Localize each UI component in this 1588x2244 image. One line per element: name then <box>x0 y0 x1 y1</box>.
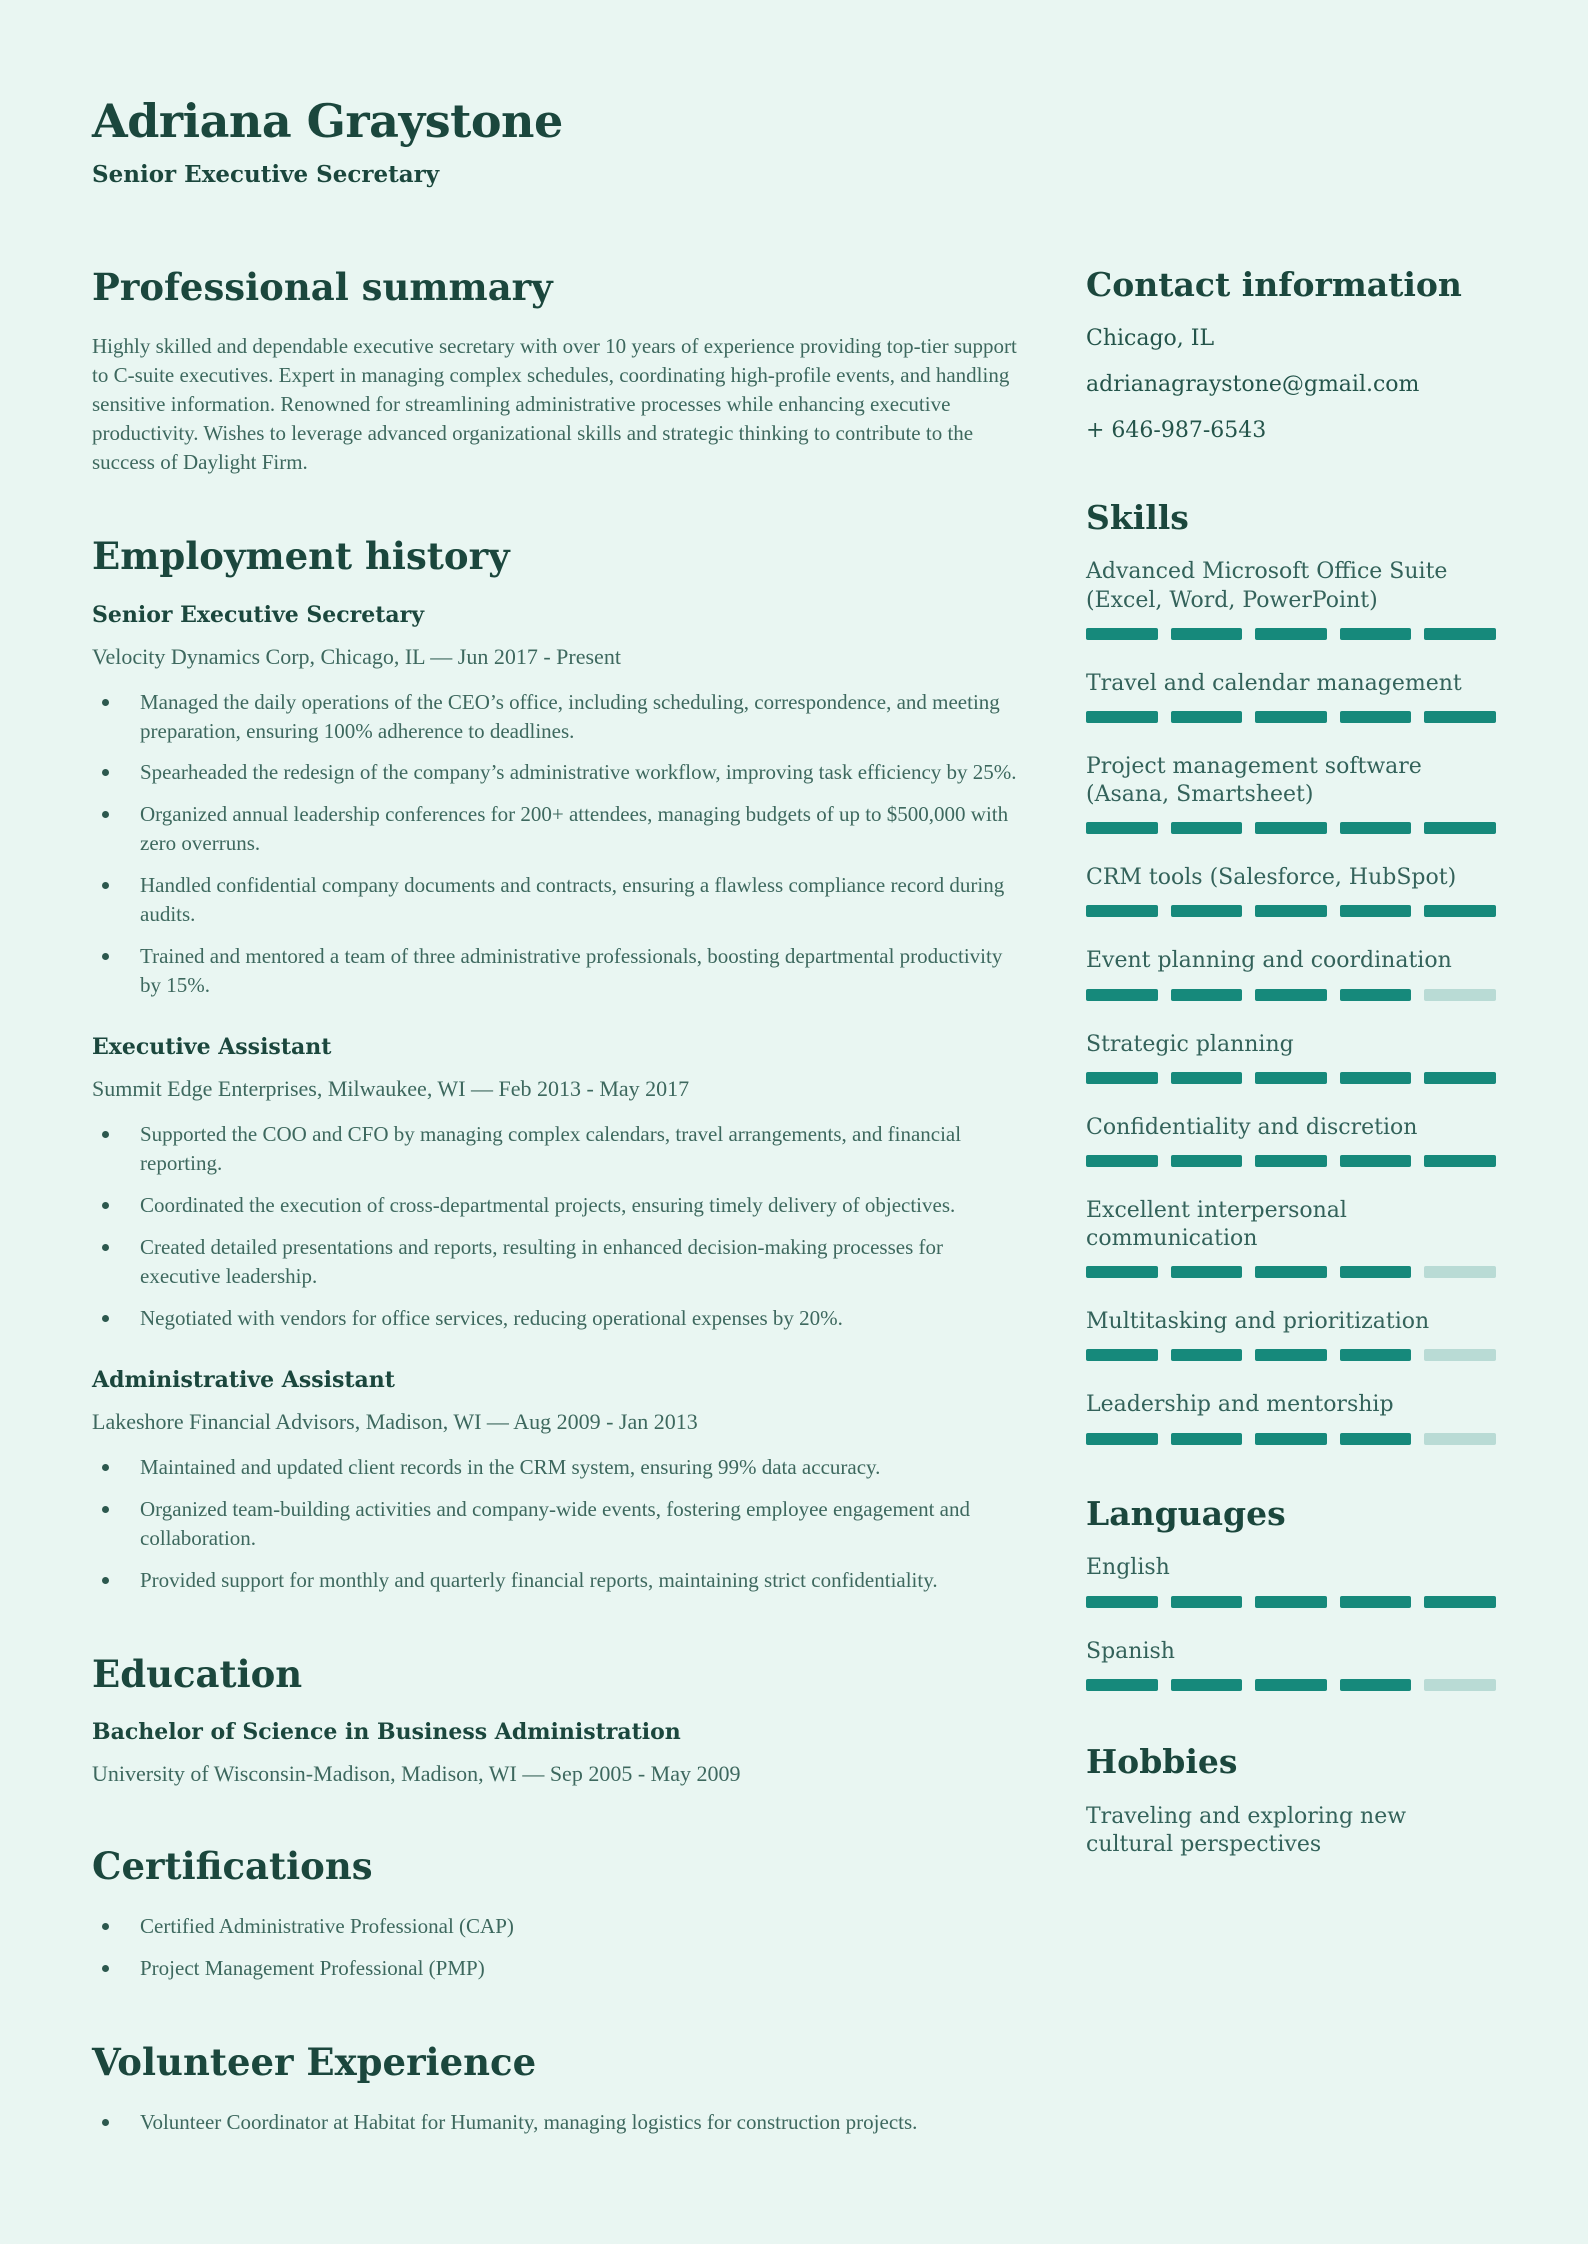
skill-item <box>1086 1554 1496 1607</box>
skill-bar-segment <box>1086 1433 1158 1445</box>
resume-header <box>92 96 1496 188</box>
skills-list <box>1086 558 1496 1444</box>
skill-label: Excellent interpersonal communication <box>1086 1197 1347 1252</box>
skill-bar <box>1086 1433 1496 1445</box>
skill-bar <box>1086 1349 1496 1361</box>
content-columns <box>92 266 1496 2195</box>
skill-bar-segment <box>1255 1349 1327 1361</box>
skill-bar-segment <box>1171 822 1243 834</box>
volunteer-list <box>92 2108 1022 2137</box>
skill-bar-segment <box>1255 1155 1327 1167</box>
job-meta: Lakeshore Financial Advisors, Madison, WI — Aug 2009 - Jan 2013 <box>92 1409 698 1435</box>
skill-bar-segment <box>1255 711 1327 723</box>
job-bullets <box>92 1453 1022 1595</box>
skill-bar <box>1086 711 1496 723</box>
bullet-item: Maintained and updated client records in the CRM system, ensuring 99% data accuracy. <box>92 1453 1022 1482</box>
skill-bar-segment <box>1171 1596 1243 1608</box>
skill-label: Confidentiality and discretion <box>1086 1114 1418 1140</box>
section-hobbies <box>1086 1743 1496 1860</box>
skill-bar-segment <box>1340 1072 1412 1084</box>
skill-bar-segment <box>1171 628 1243 640</box>
skill-bar <box>1086 989 1496 1001</box>
skill-label: Advanced Microsoft Office Suite (Excel, Word, PowerPoint) <box>1086 559 1448 613</box>
skill-bar-segment <box>1086 628 1158 640</box>
degree-meta: University of Wisconsin-Madison, Madison, WI — Sep 2005 - May 2009 <box>92 1761 741 1787</box>
skill-bar-segment <box>1086 1155 1158 1167</box>
section-employment-history <box>92 535 1022 1595</box>
skill-bar-segment <box>1171 1433 1243 1445</box>
skill-bar <box>1086 1266 1496 1278</box>
bullet-item: Supported the COO and CFO by managing complex calendars, travel arrangements, and financial reporting. <box>92 1120 1022 1178</box>
skill-bar-segment <box>1171 1072 1243 1084</box>
skill-bar-segment <box>1424 905 1496 917</box>
skill-bar-segment <box>1424 1155 1496 1167</box>
skill-item <box>1086 670 1496 723</box>
bullet-item: Volunteer Coordinator at Habitat for Humanity, managing logistics for construction projects. <box>92 2108 1022 2137</box>
skill-bar-segment <box>1086 822 1158 834</box>
skill-label: Travel and calendar management <box>1086 670 1462 696</box>
skill-bar-segment <box>1340 1596 1412 1608</box>
bullet-item: Project Management Professional (PMP) <box>92 1954 1022 1983</box>
skill-bar-segment <box>1086 905 1158 917</box>
skill-bar <box>1086 1679 1496 1691</box>
job-bullets <box>92 688 1022 1001</box>
skill-bar-segment <box>1340 1433 1412 1445</box>
skills-heading: Skills <box>1086 497 1189 537</box>
skill-bar-segment <box>1086 711 1158 723</box>
skill-bar-segment <box>1255 1072 1327 1084</box>
skill-bar-segment <box>1255 628 1327 640</box>
job-entry <box>92 1034 1022 1333</box>
skill-bar-segment <box>1340 905 1412 917</box>
bullet-item: Managed the daily operations of the CEO’s office, including scheduling, correspondence, and meeting preparation, ensuring 100% adherence to deadlines. <box>92 688 1022 746</box>
skill-bar-segment <box>1255 1596 1327 1608</box>
contact-email: adrianagraystone@gmail.com <box>1086 371 1420 397</box>
section-professional-summary <box>92 266 1022 477</box>
bullet-item: Handled confidential company documents and contracts, ensuring a flawless compliance record during audits. <box>92 871 1022 929</box>
skill-bar-segment <box>1086 1679 1158 1691</box>
skill-item <box>1086 1114 1496 1167</box>
skill-label: Multitasking and prioritization <box>1086 1309 1430 1335</box>
employment-heading: Employment history <box>92 533 510 578</box>
skill-bar-segment <box>1255 1266 1327 1278</box>
skill-bar-segment <box>1424 989 1496 1001</box>
jobs <box>92 602 1022 1595</box>
person-name: Adriana Graystone <box>92 94 563 148</box>
job-entry <box>92 602 1022 1001</box>
right-column <box>1086 266 1496 1860</box>
skill-label: English <box>1086 1555 1170 1581</box>
section-languages <box>1086 1495 1496 1691</box>
bullet-item: Spearheaded the redesign of the company’s administrative workflow, improving task efficiency by 25%. <box>92 758 1022 787</box>
education-heading: Education <box>92 1651 303 1696</box>
summary-text: Highly skilled and dependable executive secretary with over 10 years of experience providing top-tier support to C-suite executives. Expert in managing complex schedules, coordinating high-profile events, and handling sensitive information. Renowned for streamlining administrative processes while enhancing executive productivity. Wishes to leverage advanced organizational skills and strategic thinking to contribute to the success of Daylight Firm. <box>92 334 1017 475</box>
section-contact-information <box>1086 266 1496 443</box>
skill-bar <box>1086 905 1496 917</box>
skill-bar-segment <box>1171 905 1243 917</box>
skill-bar-segment <box>1086 1072 1158 1084</box>
job-title: Administrative Assistant <box>92 1367 395 1394</box>
skill-item <box>1086 864 1496 917</box>
skill-bar-segment <box>1255 1679 1327 1691</box>
skill-bar-segment <box>1255 1433 1327 1445</box>
certifications-heading: Certifications <box>92 1844 373 1889</box>
skill-bar-segment <box>1424 1596 1496 1608</box>
contact-location: Chicago, IL <box>1086 325 1215 351</box>
skill-label: Event planning and coordination <box>1086 948 1452 974</box>
languages-list <box>1086 1554 1496 1690</box>
skill-item <box>1086 1391 1496 1444</box>
section-skills <box>1086 499 1496 1445</box>
skill-bar-segment <box>1086 1596 1158 1608</box>
skill-item <box>1086 753 1496 834</box>
certifications-list <box>92 1912 1022 1983</box>
skill-bar-segment <box>1424 628 1496 640</box>
skill-bar-segment <box>1340 1266 1412 1278</box>
bullet-item: Coordinated the execution of cross-departmental projects, ensuring timely delivery of objectives. <box>92 1191 1022 1220</box>
bullet-item: Negotiated with vendors for office services, reducing operational expenses by 20%. <box>92 1304 1022 1333</box>
skill-bar-segment <box>1340 989 1412 1001</box>
skill-bar-segment <box>1171 1349 1243 1361</box>
skill-bar-segment <box>1086 1266 1158 1278</box>
skill-label: Project management software (Asana, Smartsheet) <box>1086 753 1422 808</box>
skill-label: Strategic planning <box>1086 1031 1294 1057</box>
skill-bar-segment <box>1255 822 1327 834</box>
skill-bar-segment <box>1255 905 1327 917</box>
hobbies-heading: Hobbies <box>1086 1741 1238 1781</box>
skill-bar <box>1086 1072 1496 1084</box>
skill-bar-segment <box>1424 822 1496 834</box>
skill-bar-segment <box>1171 1266 1243 1278</box>
bullet-item: Organized annual leadership conferences for 200+ attendees, managing budgets of up to $500,000 with zero overruns. <box>92 800 1022 858</box>
skill-bar-segment <box>1424 1349 1496 1361</box>
skill-bar-segment <box>1171 711 1243 723</box>
skill-bar-segment <box>1340 1349 1412 1361</box>
skill-bar-segment <box>1171 1155 1243 1167</box>
skill-bar <box>1086 1155 1496 1167</box>
skill-bar-segment <box>1171 989 1243 1001</box>
bullet-item: Certified Administrative Professional (CAP) <box>92 1912 1022 1941</box>
contact-phone: + 646-987-6543 <box>1086 417 1267 443</box>
hobbies-text: Traveling and exploring new cultural perspectives <box>1086 1803 1407 1858</box>
skill-item <box>1086 1308 1496 1361</box>
skill-bar-segment <box>1424 1266 1496 1278</box>
section-volunteer-experience <box>92 2041 1022 2137</box>
job-meta: Summit Edge Enterprises, Milwaukee, WI — Feb 2013 - May 2017 <box>92 1076 690 1102</box>
job-bullets <box>92 1120 1022 1333</box>
languages-heading: Languages <box>1086 1493 1286 1533</box>
volunteer-heading: Volunteer Experience <box>92 2039 537 2084</box>
skill-item <box>1086 1031 1496 1084</box>
bullet-item: Trained and mentored a team of three administrative professionals, boosting departmental productivity by 15%. <box>92 942 1022 1000</box>
skill-bar <box>1086 822 1496 834</box>
skill-bar-segment <box>1424 1072 1496 1084</box>
skill-bar-segment <box>1424 1433 1496 1445</box>
skill-bar-segment <box>1424 1679 1496 1691</box>
skill-bar <box>1086 628 1496 640</box>
skill-bar-segment <box>1086 989 1158 1001</box>
job-title: Executive Assistant <box>92 1034 332 1061</box>
degree-title: Bachelor of Science in Business Administration <box>92 1719 681 1746</box>
bullet-item: Created detailed presentations and reports, resulting in enhanced decision-making processes for executive leadership. <box>92 1233 1022 1291</box>
section-education <box>92 1653 1022 1788</box>
section-certifications <box>92 1845 1022 1982</box>
skill-item <box>1086 947 1496 1000</box>
skill-bar-segment <box>1424 711 1496 723</box>
skill-item <box>1086 1638 1496 1691</box>
skill-bar-segment <box>1086 1349 1158 1361</box>
skill-bar-segment <box>1340 711 1412 723</box>
skill-label: Spanish <box>1086 1638 1175 1664</box>
bullet-item: Provided support for monthly and quarterly financial reports, maintaining strict confidentiality. <box>92 1566 1022 1595</box>
skill-bar-segment <box>1340 1155 1412 1167</box>
skill-bar-segment <box>1340 628 1412 640</box>
contact-heading: Contact information <box>1086 264 1462 304</box>
skill-bar <box>1086 1596 1496 1608</box>
summary-heading: Professional summary <box>92 264 553 309</box>
skill-bar-segment <box>1340 1679 1412 1691</box>
left-column <box>92 266 1022 2195</box>
skill-item <box>1086 558 1496 639</box>
job-meta: Velocity Dynamics Corp, Chicago, IL — Jun 2017 - Present <box>92 643 621 669</box>
job-entry <box>92 1367 1022 1595</box>
skill-bar-segment <box>1340 822 1412 834</box>
skill-label: Leadership and mentorship <box>1086 1392 1394 1418</box>
skill-item <box>1086 1197 1496 1278</box>
skill-bar-segment <box>1171 1679 1243 1691</box>
bullet-item: Organized team-building activities and company-wide events, fostering employee engagement and collaboration. <box>92 1495 1022 1553</box>
job-title: Senior Executive Secretary <box>92 601 425 628</box>
skill-bar-segment <box>1255 989 1327 1001</box>
skill-label: CRM tools (Salesforce, HubSpot) <box>1086 865 1457 891</box>
person-job-title: Senior Executive Secretary <box>92 160 440 188</box>
